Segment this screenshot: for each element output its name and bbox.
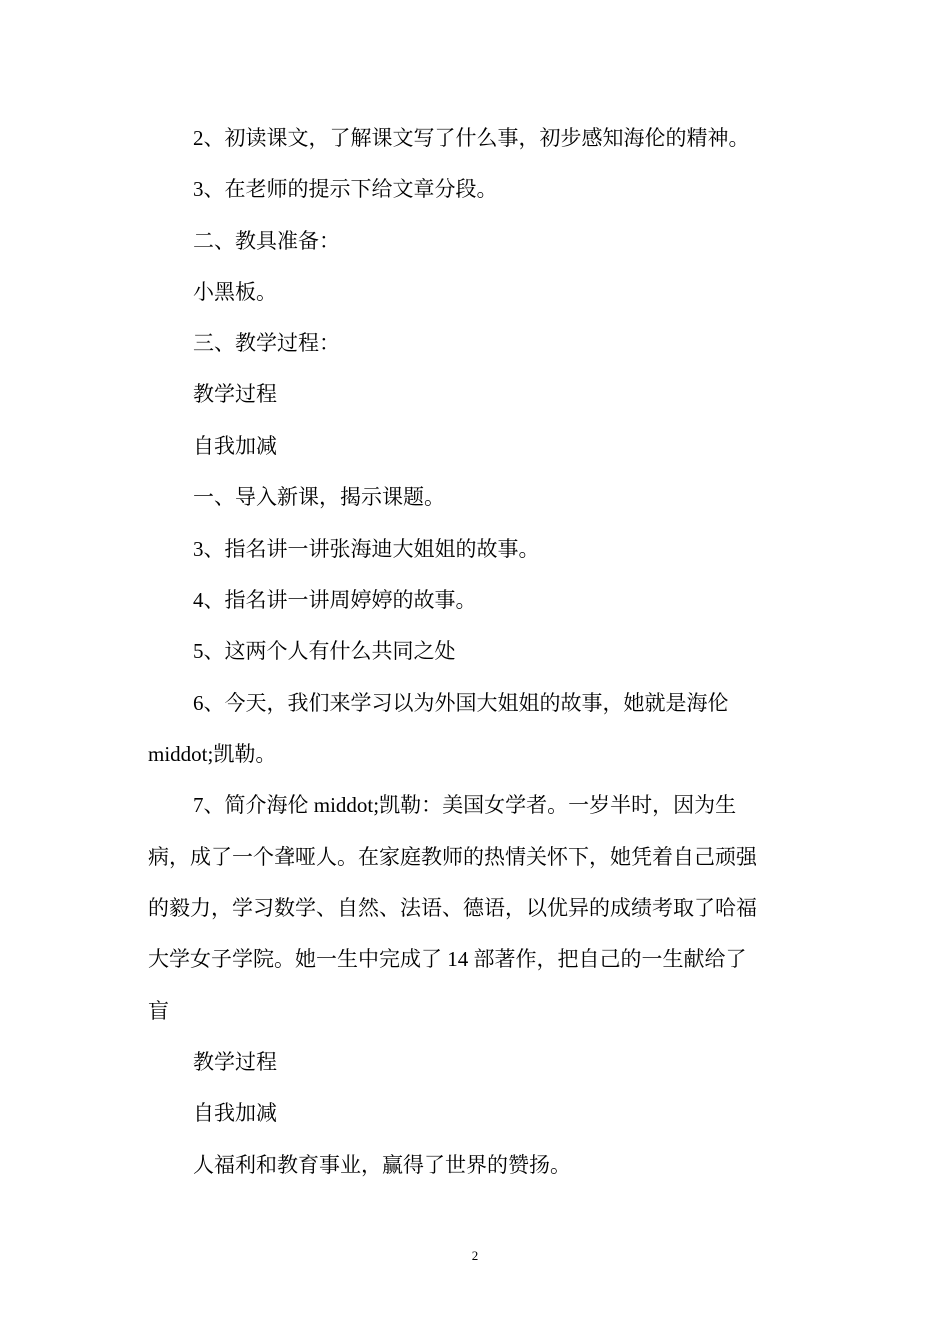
section-heading: 三、教学过程： — [193, 331, 340, 355]
text-line: 自我加减 — [193, 434, 277, 458]
text-line: 4、指名讲一讲周婷婷的故事。 — [193, 588, 477, 612]
page-number: 2 — [471, 1248, 479, 1263]
text-line: 的毅力，学习数学、自然、法语、德语，以优异的成绩考取了哈福 — [148, 896, 757, 920]
text-line: 自我加减 — [193, 1101, 277, 1125]
text-line: 7、简介海伦 middot;凯勒：美国女学者。一岁半时，因为生 — [193, 793, 737, 817]
text-line: 教学过程 — [193, 1050, 277, 1074]
text-line: middot;凯勒。 — [148, 742, 277, 766]
text-line: 3、在老师的提示下给文章分段。 — [193, 177, 498, 201]
text-line: 一、导入新课，揭示课题。 — [193, 485, 445, 509]
text-line: 盲 — [148, 999, 169, 1023]
text-line: 小黑板。 — [193, 280, 277, 304]
text-line: 教学过程 — [193, 382, 277, 406]
section-heading: 二、教具准备： — [193, 229, 340, 253]
text-line: 人福利和教育事业，赢得了世界的赞扬。 — [193, 1153, 571, 1177]
text-line: 2、初读课文，了解课文写了什么事，初步感知海伦的精神。 — [193, 126, 750, 150]
text-line: 大学女子学院。她一生中完成了 14 部著作，把自己的一生献给了 — [148, 947, 747, 971]
text-line: 5、这两个人有什么共同之处 — [193, 639, 456, 663]
text-line: 6、今天，我们来学习以为外国大姐姐的故事，她就是海伦 — [193, 691, 729, 715]
text-line: 病，成了一个聋哑人。在家庭教师的热情关怀下，她凭着自己顽强 — [148, 845, 757, 869]
text-line: 3、指名讲一讲张海迪大姐姐的故事。 — [193, 537, 540, 561]
